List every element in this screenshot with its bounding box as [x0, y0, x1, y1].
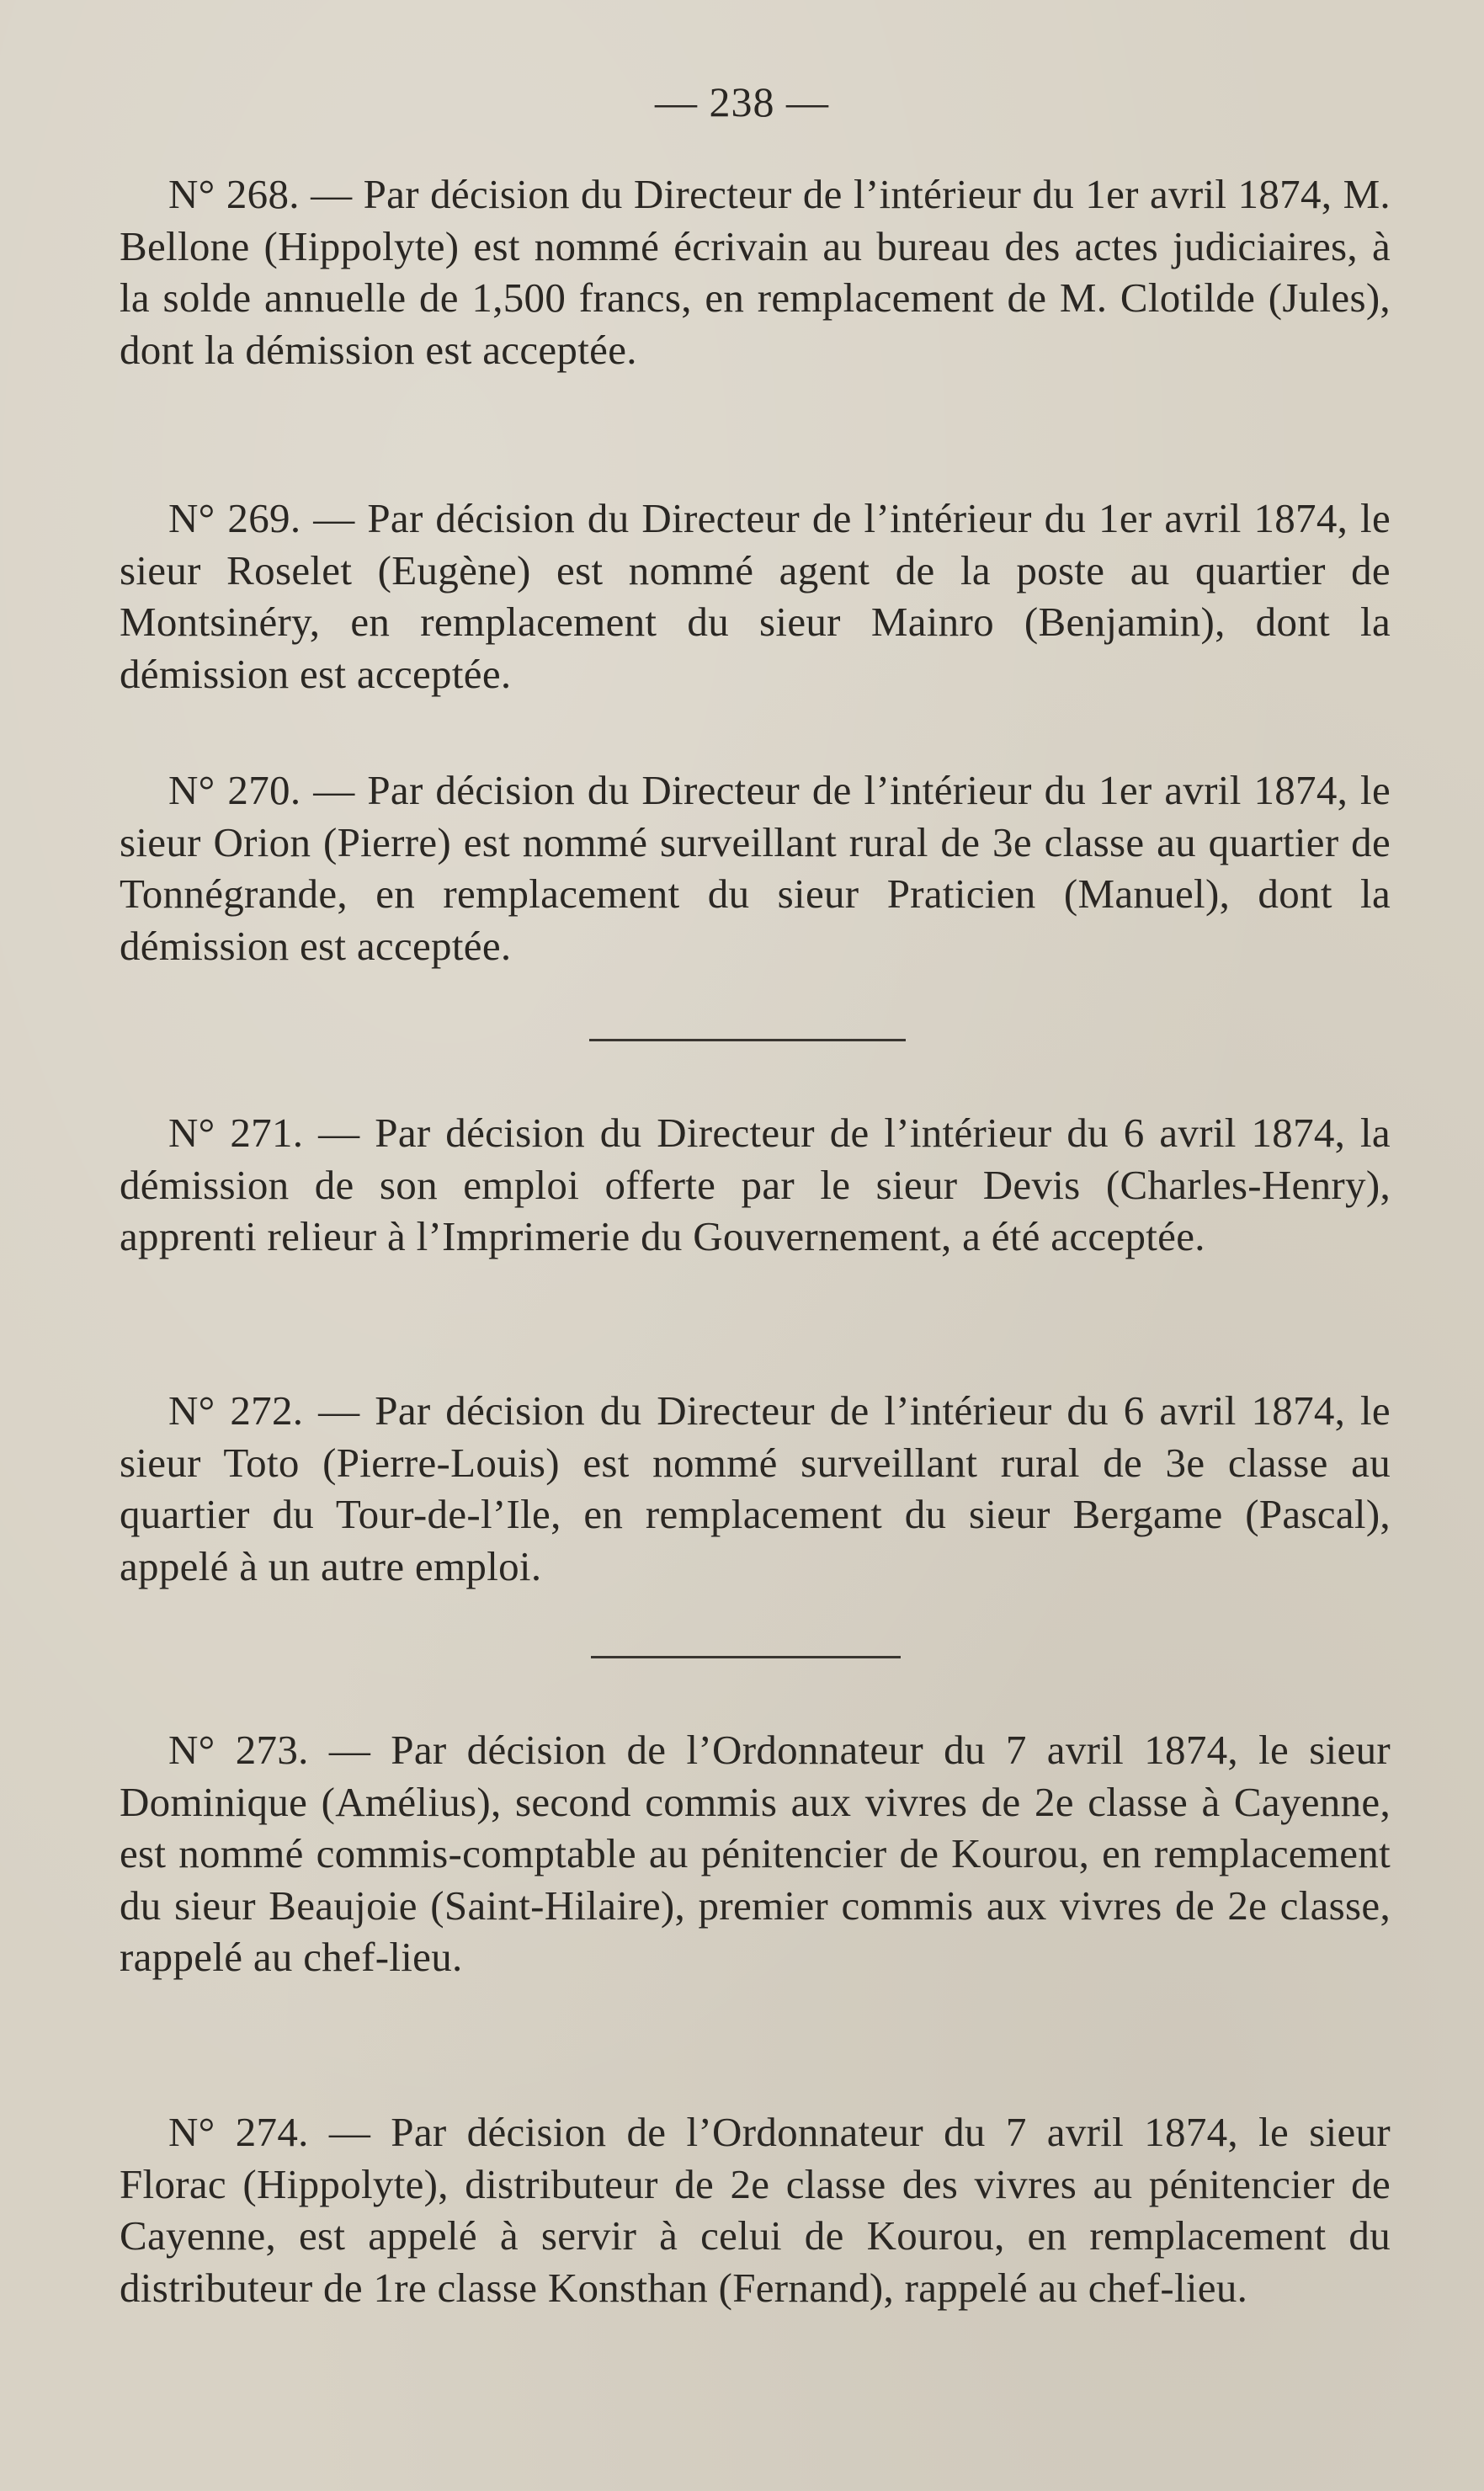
entry-paragraph — [120, 1724, 1391, 1983]
entry-text: — Par décision du Directeur de l’intérieur du 1er avril 1874, le sieur Roselet (Eugène) est nommé agent de la poste au quartier de Montsinéry, en remplacement du sieur Mainro (Benjamin), dont la démission est acceptée. — [120, 495, 1391, 697]
entry-paragraph — [120, 492, 1391, 700]
entry-paragraph — [120, 2106, 1391, 2313]
entry-text: — Par décision du Directeur de l’intérieur du 6 avril 1874, le sieur Toto (Pierre-Louis) est nommé surveillant rural de 3e classe au quartier du Tour-de-l’Ile, en remplacement du sieur Bergame (Pascal), appelé à un autre emploi. — [120, 1387, 1391, 1589]
entry-paragraph — [120, 1107, 1391, 1263]
entry-paragraph — [120, 1385, 1391, 1592]
decision-entry-273 — [120, 1724, 1391, 1983]
entry-number: N° 271. — [168, 1110, 304, 1156]
section-divider — [589, 1039, 906, 1041]
entry-number: N° 274. — [168, 2109, 309, 2155]
decision-entry-269 — [120, 492, 1391, 700]
decision-entry-271 — [120, 1107, 1391, 1263]
entry-text: — Par décision du Directeur de l’intérieur du 1er avril 1874, le sieur Orion (Pierre) est nommé surveillant rural de 3e classe au quartier de Tonnégrande, en remplacement du sieur Praticien (Manuel), dont la démission est acceptée. — [120, 767, 1391, 969]
entry-paragraph — [120, 764, 1391, 971]
entry-text: — Par décision de l’Ordonnateur du 7 avril 1874, le sieur Dominique (Amélius), second commis aux vivres de 2e classe à Cayenne, est nommé commis-comptable au pénitencier de Kourou, en remplacement du sieur Beaujoie (Saint-Hilaire), premier commis aux vivres de 2e classe, rappelé au chef-lieu. — [120, 1727, 1391, 1980]
entry-number: N° 272. — [168, 1387, 304, 1434]
decision-entry-270 — [120, 764, 1391, 971]
entry-number: N° 270. — [168, 767, 301, 813]
decision-entry-268 — [120, 168, 1391, 375]
entry-number: N° 268. — [168, 171, 300, 217]
decision-entry-274 — [120, 2106, 1391, 2313]
decision-entry-272 — [120, 1385, 1391, 1592]
entry-number: N° 269. — [168, 495, 301, 541]
entry-text: — Par décision de l’Ordonnateur du 7 avril 1874, le sieur Florac (Hippolyte), distributeur de 2e classe des vivres au pénitencier de Cayenne, est appelé à servir à celui de Kourou, en remplacement du distributeur de 1re classe Konsthan (Fernand), rappelé au chef-lieu. — [120, 2109, 1391, 2311]
entry-text: — Par décision du Directeur de l’intérieur du 6 avril 1874, la démission de son emploi offerte par le sieur Devis (Charles-Henry), apprenti relieur à l’Imprimerie du Gouvernement, a été acceptée. — [120, 1110, 1391, 1259]
entry-paragraph — [120, 168, 1391, 375]
entry-text: — Par décision du Directeur de l’intérieur du 1er avril 1874, M. Bellone (Hippolyte) est nommé écrivain au bureau des actes judiciaires, à la solde annuelle de 1,500 francs, en remplacement de M. Clotilde (Jules), dont la démission est acceptée. — [120, 171, 1391, 373]
section-divider — [591, 1656, 901, 1658]
page-number: — 238 — — [655, 78, 829, 125]
entry-number: N° 273. — [168, 1727, 309, 1773]
